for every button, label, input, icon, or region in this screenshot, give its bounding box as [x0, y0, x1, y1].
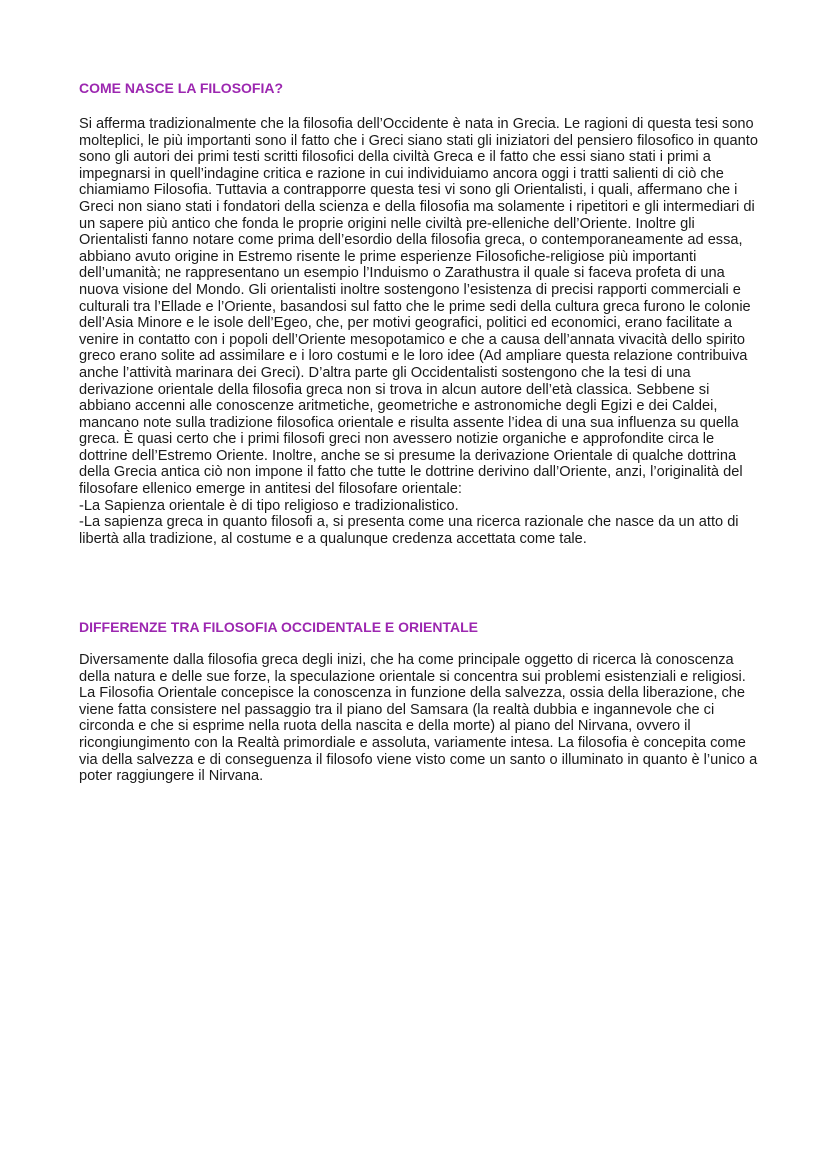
bullet-item: -La Sapienza orientale è di tipo religioso e tradizionalistico.: [79, 497, 459, 514]
bullet-item: -La sapienza greca in quanto filosofi a, si presenta come una ricerca razionale che nasce da un atto di libertà alla tradizione, al costume e a qualunque credenza accettata come tale.: [79, 514, 739, 547]
section-origins: [79, 78, 759, 547]
section-differences: [79, 617, 759, 785]
section-heading: DIFFERENZE TRA FILOSOFIA OCCIDENTALE E ORIENTALE: [79, 619, 478, 635]
section-paragraph: Si afferma tradizionalmente che la filosofia dell’Occidente è nata in Grecia. Le ragioni di questa tesi sono molteplici, le più importanti sono il fatto che i Greci siano stati gli iniziatori del pensiero filosofico in quanto sono gli autori dei primi testi scritti filosofici della civiltà Greca e il fatto che essi siano stati i primi a impegnarsi in quell’indagine critica e razione in cui individuiamo ancora oggi i tratti salienti di ciò che chiamiamo Filosofia. Tuttavia a contrapporre questa tesi vi sono gli Orientalisti, i quali, affermano che i Greci non siano stati i fondatori della scienza e della filosofia ma solamente i ripetitori e gli intermediari di un sapere più antico che fonda le proprie origini nelle civiltà pre-elleniche dell’Oriente. Inoltre gli Orientalisti fanno notare come prima dell’esordio della filosofia greca, o contemporaneamente ad essa, abbiano avuto origine in Estremo risente le prime esperienze Filosofiche-religiose più importanti dell’umanità; ne rappresentano un esempio l’Induismo o Zarathustra il quale si faceva profeta di una nuova visione del Mondo. Gli orientalisti inoltre sostengono l’esistenza di precisi rapporti commerciali e culturali tra l’Ellade e l’Oriente, basandosi sul fatto che le prime sedi della cultura greca furono le colonie dell’Asia Minore e le isole dell’Egeo, che, per motivi geografici, politici ed economici, erano facilitate a venire in contatto con i popoli dell’Oriente mesopotamico e che a causa dell’annata vivacità dello spirito greco erano solite ad assimilare e i loro costumi e le loro idee (Ad ampliare questa relazione contribuiva anche l’attività marinara dei Greci). D’altra parte gli Occidentalisti sostengono che la tesi di una derivazione orientale della filosofia greca non si trova in alcun autore dell’età classica. Sebbene si abbiano accenni alle conoscenze aritmetiche, geometriche e astronomiche degli Egizi e dei Caldei, mancano note sulla tradizione filosofica orientale e risulta assente l’idea di una sua influenza su quella greca. È quasi certo che i primi filosofi greci non avessero notizie organiche e approfondite circa le dottrine dell’Estremo Oriente. Inoltre, anche se si presume la derivazione Orientale di qualche dottrina della Grecia antica ciò non impone il fatto che tutte le dottrine derivino dall’Oriente, anzi, l’originalità del filosofare ellenico emerge in antitesi del filosofare orientale:: [79, 116, 758, 498]
section-heading: COME NASCE LA FILOSOFIA?: [79, 80, 284, 96]
section-paragraph: Diversamente dalla filosofia greca degli inizi, che ha come principale oggetto di ricerca là conoscenza della natura e delle sue forze, la speculazione orientale si concentra sui problemi esistenziali e religiosi. La Filosofia Orientale concepisce la conoscenza in funzione della salvezza, ossia della liberazione, che viene fatta consistere nel passaggio tra il piano del Samsara (la realtà dubbia e ingannevole che ci circonda e che si esprime nella ruota della nascita e della morte) al piano del Nirvana, ovvero il ricongiungimento con la Realtà primordiale e assoluta, variamente intesa. La filosofia è concepita come via della salvezza e di conseguenza il filosofo viene visto come un santo o illuminato in quanto è l’unico a poter raggiungere il Nirvana.: [79, 652, 758, 785]
